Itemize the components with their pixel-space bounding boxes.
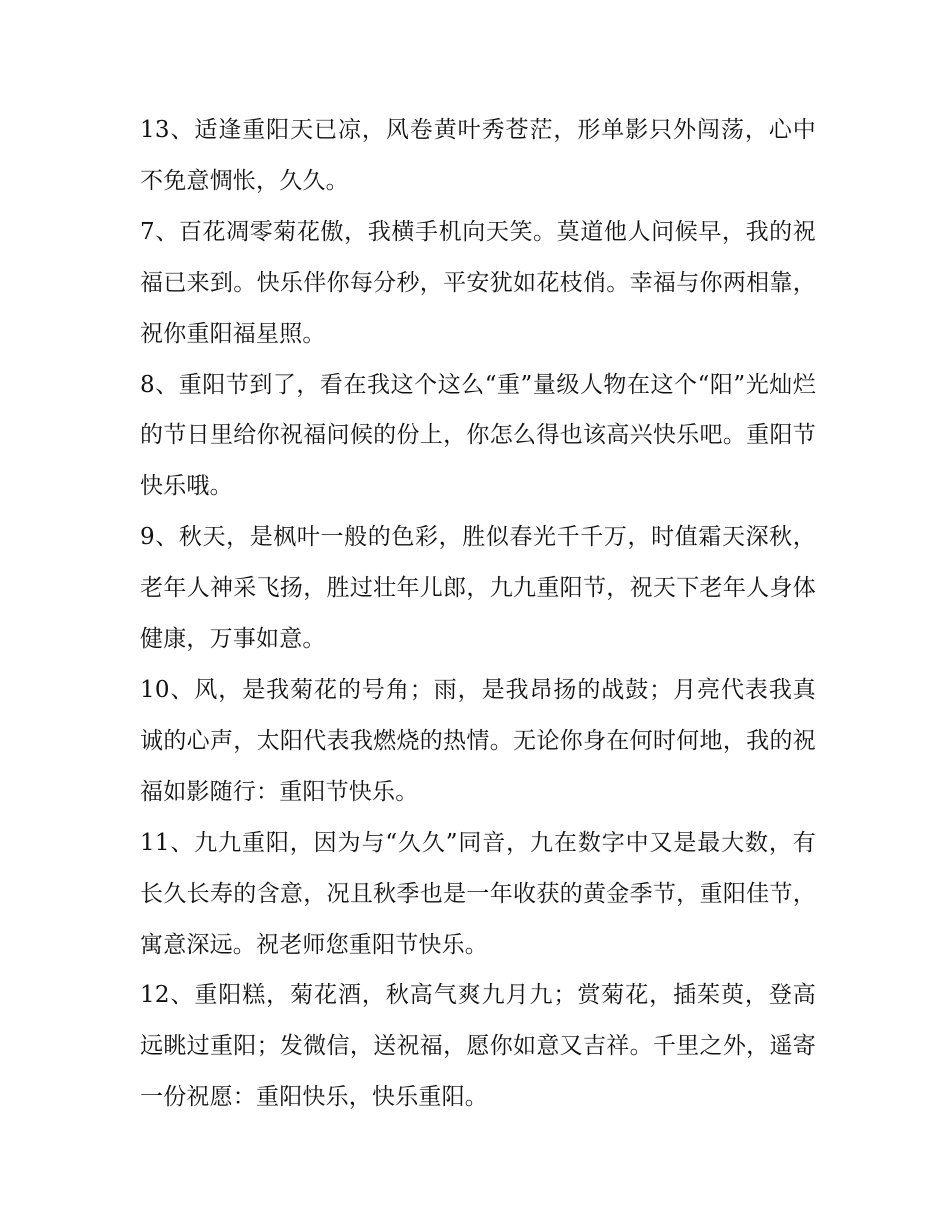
document-page (140, 105, 816, 1123)
paragraph-9: 9、秋天，是枫叶一般的色彩，胜似春光千千万，时值霜天深秋，老年人神采飞扬，胜过壮年儿郎，九九重阳节，祝天下老年人身体健康，万事如意。 (140, 524, 816, 653)
paragraph-10: 10、风，是我菊花的号角；雨，是我昂扬的战鼓；月亮代表我真诚的心声，太阳代表我燃烧的热情。无论你身在何时何地，我的祝福如影随行：重阳节快乐。 (140, 676, 816, 805)
paragraph-7: 7、百花凋零菊花傲，我横手机向天笑。莫道他人问候早，我的祝福已来到。快乐伴你每分秒，平安犹如花枝俏。幸福与你两相靠，祝你重阳福星照。 (140, 218, 816, 347)
paragraph-13: 13、适逢重阳天已凉，风卷黄叶秀苍茫，形单影只外闯荡，心中不免意惆怅，久久。 (140, 117, 816, 194)
paragraph-8: 8、重阳节到了，看在我这个这么“重”量级人物在这个“阳”光灿烂的节日里给你祝福问候的份上，你怎么得也该高兴快乐吧。重阳节快乐哦。 (140, 371, 816, 500)
paragraph-11: 11、九九重阳，因为与“久久”同音，九在数字中又是最大数，有长久长寿的含意，况且秋季也是一年收获的黄金季节，重阳佳节，寓意深远。祝老师您重阳节快乐。 (140, 829, 816, 958)
paragraph-12: 12、重阳糕，菊花酒，秋高气爽九月九；赏菊花，插茱萸，登高远眺过重阳；发微信，送祝福，愿你如意又吉祥。千里之外，遥寄一份祝愿：重阳快乐，快乐重阳。 (140, 982, 816, 1111)
